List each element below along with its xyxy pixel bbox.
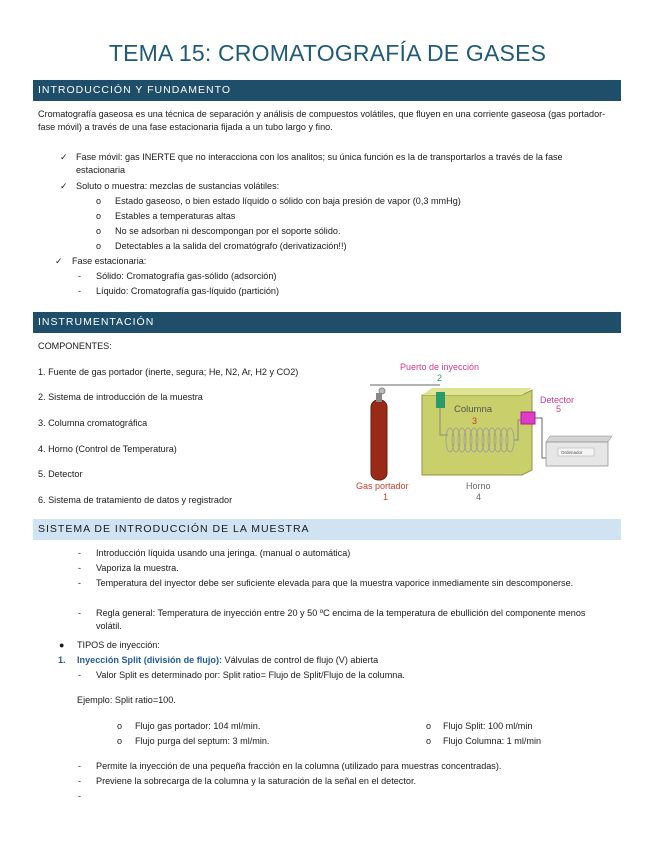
- check-icon: ✓: [60, 181, 68, 191]
- detector-label: Detector: [540, 395, 575, 405]
- column-number: 3: [472, 416, 478, 426]
- check-item-fase-estacionaria: Fase estacionaria:: [72, 256, 147, 266]
- circle-bullet-icon: o: [117, 736, 123, 746]
- sub-item: Estables a temperaturas altas: [115, 211, 236, 221]
- split-valor: Valor Split es determinado por: Split ratio= Flujo de Split/Flujo de la columna.: [96, 670, 405, 680]
- sub-item: Líquido: Cromatografía gas-líquido (partición): [96, 286, 279, 296]
- dash-bullet: -: [78, 761, 81, 771]
- flujo-item: Flujo purga del septum: 3 ml/min.: [135, 736, 270, 746]
- component-item: 2. Sistema de introducción de la muestra: [38, 392, 203, 402]
- tipos-label: TIPOS de inyección:: [77, 640, 160, 650]
- split-line: [77, 654, 378, 667]
- components-label: COMPONENTES:: [38, 341, 112, 351]
- circle-bullet-icon: o: [426, 721, 432, 731]
- section-heading-introduccion-muestra: SISTEMA DE INTRODUCCIÓN DE LA MUESTRA: [33, 519, 621, 540]
- dash-bullet: -: [78, 548, 81, 558]
- flujo-item: Flujo Columna: 1 ml/min: [443, 736, 542, 746]
- flujo-item: Flujo Split: 100 ml/min: [443, 721, 533, 731]
- check-item-soluto: Soluto o muestra: mezclas de sustancias volátiles:: [76, 181, 280, 191]
- check-item-fase-movil: Fase móvil: gas INERTE que no interacciona con los analitos; su única función es la de transportarlos a través de la fase estacionaria: [76, 152, 563, 175]
- circle-bullet-icon: o: [117, 721, 123, 731]
- final-item: Permite la inyección de una pequeña fracción en la columna (utilizado para muestras concentradas).: [96, 761, 502, 771]
- section-heading-introduccion: INTRODUCCIÓN Y FUNDAMENTO: [33, 80, 621, 101]
- dash-bullet: -: [78, 563, 81, 573]
- recorder-label: Ordenador: [561, 450, 583, 455]
- gas-number: 1: [383, 492, 389, 502]
- ejemplo-label: Ejemplo: Split ratio=100.: [77, 695, 176, 705]
- dash-bullet: -: [78, 578, 81, 588]
- detector-number: 5: [556, 404, 562, 414]
- gas-label: Gas portador: [356, 481, 409, 491]
- dash-bullet: -: [78, 791, 81, 801]
- page-title: TEMA 15: CROMATOGRAFÍA DE GASES: [108, 40, 547, 66]
- component-item: 5. Detector: [38, 469, 83, 479]
- sub-item: No se adsorban ni descompongan por el soporte sólido.: [115, 226, 341, 236]
- flujo-item: Flujo gas portador: 104 ml/min.: [135, 721, 261, 731]
- gas-cylinder: [371, 400, 387, 480]
- dash-item: Temperatura del inyector debe ser suficiente elevada para que la muestra vaporice inmediamente sin descomponerse.: [96, 578, 574, 588]
- dash-item: Introducción líquida usando una jeringa. (manual o automática): [96, 548, 351, 558]
- oven-label: Horno: [466, 481, 491, 491]
- component-item: 3. Columna cromatográfica: [38, 418, 148, 428]
- dash-bullet: -: [78, 776, 81, 786]
- circle-bullet-icon: o: [96, 226, 102, 236]
- disc-bullet: ●: [59, 640, 65, 650]
- circle-bullet-icon: o: [426, 736, 432, 746]
- gc-instrument-diagram: [350, 360, 618, 505]
- sub-item: Estado gaseoso, o bien estado líquido o sólido con baja presión de vapor (0,3 mmHg): [115, 196, 461, 206]
- sub-item: Sólido: Cromatografía gas-sólido (adsorción): [96, 271, 277, 281]
- injector-number: 2: [437, 373, 443, 383]
- check-icon: ✓: [60, 152, 68, 162]
- dash-bullet: -: [78, 286, 81, 296]
- circle-bullet-icon: o: [96, 241, 102, 251]
- dash-bullet: -: [78, 608, 81, 618]
- circle-bullet-icon: o: [96, 211, 102, 221]
- dash-bullet: -: [78, 670, 81, 680]
- split-title: Inyección Split (división de flujo):: [77, 655, 223, 665]
- injector-port: [436, 392, 445, 408]
- dash-item: Regla general: Temperatura de inyección entre 20 y 50 ºC encima de la temperatura de ebullición del componente menos volátil.: [96, 608, 586, 631]
- dash-bullet: -: [78, 271, 81, 281]
- column-label: Columna: [454, 404, 493, 415]
- component-item: 4. Horno (Control de Temperatura): [38, 444, 177, 454]
- final-item: Previene la sobrecarga de la columna y la saturación de la señal en el detector.: [96, 776, 416, 786]
- split-number: 1.: [58, 655, 66, 665]
- circle-bullet-icon: o: [96, 196, 102, 206]
- sub-item: Detectables a la salida del cromatógrafo (derivatización!!): [115, 241, 347, 251]
- injector-label: Puerto de inyección: [400, 362, 480, 372]
- section-heading-instrumentacion: INSTRUMENTACIÓN: [33, 312, 621, 333]
- component-item: 1. Fuente de gas portador (inerte, segura; He, N2, Ar, H2 y CO2): [38, 367, 299, 377]
- component-item: 6. Sistema de tratamiento de datos y registrador: [38, 495, 233, 505]
- split-description: Válvulas de control de flujo (V) abierta: [222, 655, 379, 665]
- dash-item: Vaporiza la muestra.: [96, 563, 179, 573]
- check-icon: ✓: [55, 256, 63, 266]
- intro-paragraph: Cromatografía gaseosa es una técnica de separación y análisis de compuestos volátiles, que fluyen en una corriente gaseosa (gas portador-fase móvil) a través de una fase estacionaria fijada a un tubo largo y fino.: [38, 109, 606, 132]
- detector-block: [521, 412, 535, 424]
- oven-number: 4: [476, 492, 482, 502]
